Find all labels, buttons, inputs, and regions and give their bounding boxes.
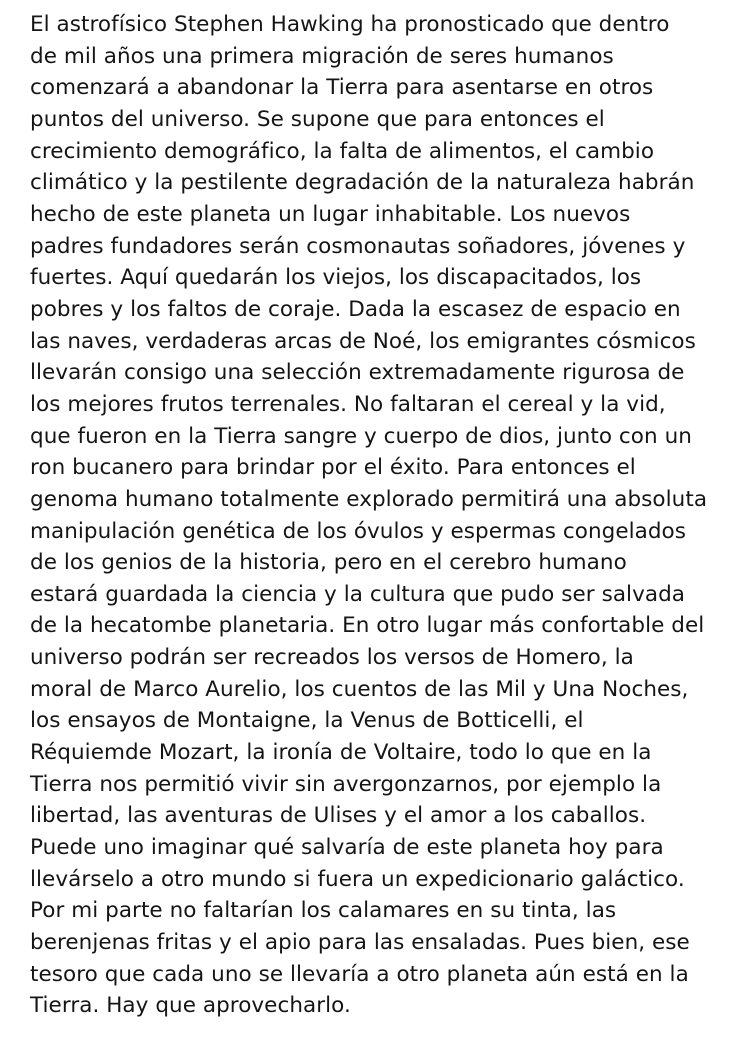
text-line-24: Réquiemde Mozart, la ironía de Voltaire, todo lo que en la [30, 740, 652, 766]
text-document [30, 9, 735, 1022]
text-line-26: libertad, las aventuras de Ulises y el amor a los caballos. [30, 803, 647, 829]
text-line-13: los mejores frutos terrenales. No faltaran el cereal y la vid, [30, 391, 666, 417]
text-line-6: climático y la pestilente degradación de la naturaleza habrán [30, 170, 695, 196]
text-line-27: Puede uno imaginar qué salvaría de este planeta hoy para [30, 835, 664, 861]
text-line-3: comenzará a abandonar la Tierra para asentarse en otros [30, 75, 654, 101]
text-line-32: Tierra. Hay que aprovecharlo. [30, 993, 351, 1019]
text-line-19: estará guardada la ciencia y la cultura que pudo ser salvada [30, 581, 685, 607]
text-line-30: berenjenas fritas y el apio para las ensaladas. Pues bien, ese [30, 930, 690, 956]
text-line-16: genoma humano totalmente explorado permitirá una absoluta [30, 486, 708, 512]
text-line-25: Tierra nos permitió vivir sin avergonzarnos, por ejemplo la [30, 771, 662, 797]
text-line-23: los ensayos de Montaigne, la Venus de Botticelli, el [30, 708, 584, 734]
text-line-15: ron bucanero para brindar por el éxito. Para entonces el [30, 455, 636, 481]
text-line-8: padres fundadores serán cosmonautas soñadores, jóvenes y [30, 233, 686, 259]
text-line-10: pobres y los faltos de coraje. Dada la escasez de espacio en [30, 296, 681, 322]
text-line-17: manipulación genética de los óvulos y espermas congelados [30, 518, 687, 544]
text-line-29: Por mi parte no faltarían los calamares en su tinta, las [30, 898, 617, 924]
text-line-20: de la hecatombe planetaria. En otro lugar más confortable del [30, 613, 705, 639]
text-line-14: que fueron en la Tierra sangre y cuerpo de dios, junto con un [30, 423, 692, 449]
text-line-22: moral de Marco Aurelio, los cuentos de las Mil y Una Noches, [30, 676, 689, 702]
text-line-7: hecho de este planeta un lugar inhabitable. Los nuevos [30, 201, 631, 227]
text-line-28: llevárselo a otro mundo si fuera un expedicionario galáctico. [30, 866, 685, 892]
text-line-4: puntos del universo. Se supone que para entonces el [30, 106, 605, 132]
text-line-21: universo podrán ser recreados los versos de Homero, la [30, 645, 634, 671]
text-line-9: fuertes. Aquí quedarán los viejos, los discapacitados, los [30, 265, 642, 291]
text-line-12: llevarán consigo una selección extremadamente rigurosa de [30, 360, 685, 386]
text-line-31: tesoro que cada uno se llevaría a otro planeta aún está en la [30, 961, 689, 987]
text-line-18: de los genios de la historia, pero en el cerebro humano [30, 550, 627, 576]
text-line-1: El astrofísico Stephen Hawking ha pronosticado que dentro [30, 12, 670, 37]
text-line-11: las naves, verdaderas arcas de Noé, los emigrantes cósmicos [30, 328, 696, 354]
text-line-2: de mil años una primera migración de seres humanos [30, 43, 614, 69]
text-line-5: crecimiento demográfico, la falta de alimentos, el cambio [30, 138, 655, 164]
